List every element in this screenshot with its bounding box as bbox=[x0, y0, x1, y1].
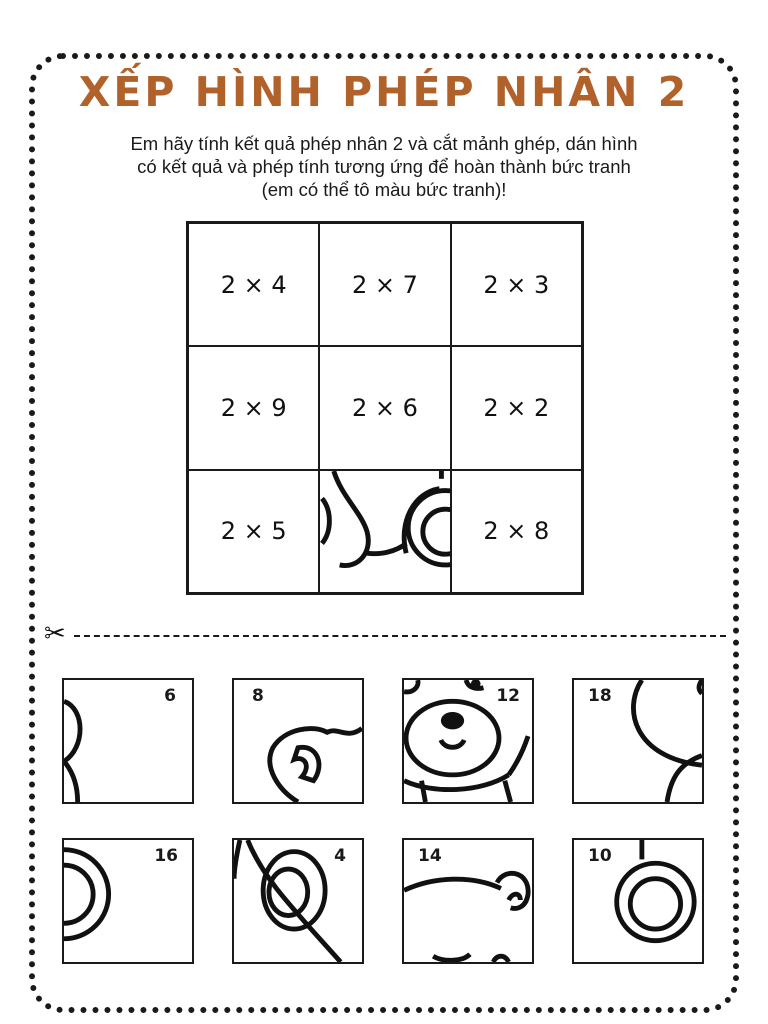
grid-cell-9[interactable]: 2 × 8 bbox=[451, 470, 582, 593]
grid-cell-7[interactable]: 2 × 5 bbox=[188, 470, 319, 593]
puzzle-piece-10[interactable] bbox=[572, 838, 704, 964]
piece-number: 16 bbox=[154, 846, 178, 866]
scissors-icon: ✂ bbox=[44, 619, 66, 649]
puzzle-grid bbox=[186, 221, 584, 595]
page-title: XẾP HÌNH PHÉP NHÂN 2 bbox=[78, 68, 690, 116]
instruction-line-2: có kết quả và phép tính tương ứng để hoàn thành bức tranh bbox=[137, 156, 631, 177]
piece-number: 4 bbox=[334, 846, 346, 866]
grid-cell-1[interactable]: 2 × 4 bbox=[188, 223, 319, 346]
puzzle-piece-12[interactable] bbox=[402, 678, 534, 804]
grid-cell-6[interactable]: 2 × 2 bbox=[451, 346, 582, 469]
grid-cell-8-filled-piece[interactable] bbox=[319, 470, 450, 593]
puzzle-piece-4[interactable] bbox=[232, 838, 364, 964]
puzzle-piece-16[interactable] bbox=[62, 838, 194, 964]
grid-cell-5[interactable]: 2 × 6 bbox=[319, 346, 450, 469]
puzzle-piece-18[interactable] bbox=[572, 678, 704, 804]
puzzle-piece-14[interactable] bbox=[402, 838, 534, 964]
grid-cell-4[interactable]: 2 × 9 bbox=[188, 346, 319, 469]
instruction-line-1: Em hãy tính kết quả phép nhân 2 và cắt mảnh ghép, dán hình bbox=[130, 133, 638, 154]
piece-number: 12 bbox=[496, 686, 520, 706]
grid-cell-2[interactable]: 2 × 7 bbox=[319, 223, 450, 346]
puzzle-piece-6[interactable] bbox=[62, 678, 194, 804]
grid-cell-3[interactable]: 2 × 3 bbox=[451, 223, 582, 346]
piece-number: 18 bbox=[588, 686, 612, 706]
piece-number: 14 bbox=[418, 846, 442, 866]
cut-line bbox=[44, 619, 726, 649]
piece-number: 6 bbox=[164, 686, 176, 706]
piece-number: 8 bbox=[252, 686, 264, 706]
instructions bbox=[60, 132, 708, 201]
piece-number: 10 bbox=[588, 846, 612, 866]
dashed-line bbox=[74, 635, 726, 637]
puzzle-piece-8[interactable] bbox=[232, 678, 364, 804]
bear-belly-fragment bbox=[320, 471, 449, 592]
instruction-line-3: (em có thể tô màu bức tranh)! bbox=[261, 179, 507, 200]
